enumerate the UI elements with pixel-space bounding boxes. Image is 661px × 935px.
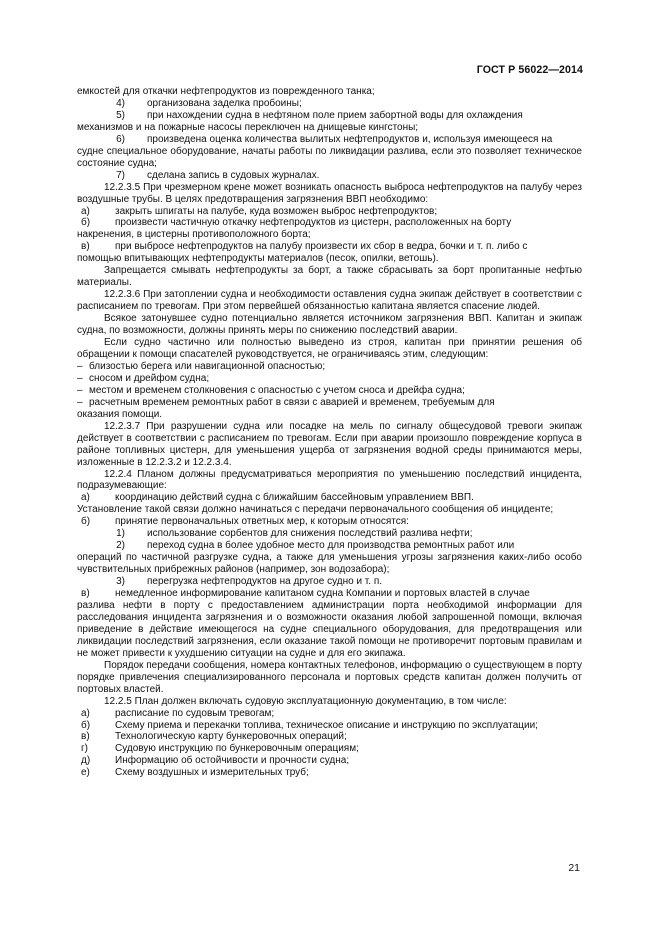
item-text: организована заделка пробоины; (147, 97, 302, 109)
item-text: Схему воздушных и измерительных труб; (115, 767, 309, 779)
item-text: закрыть шпигаты на палубе, куда возможен выброс нефтепродуктов; (115, 205, 438, 217)
item-letter: б) (81, 217, 91, 229)
item-text: координацию действий судна с ближайшим бассейновым управлением ВВП. (115, 492, 474, 504)
dash-item (77, 397, 582, 409)
standard-header: ГОСТ Р 56022—2014 (476, 64, 583, 76)
item-number: 4) (116, 97, 125, 109)
text-line: емкостей для откачки нефтепродуктов из поврежденного танка; (77, 86, 375, 97)
paragraph: 12.2.3.6 При затоплении судна и необходимости оставления судна экипаж действует в соответствии с расписанием по тревогам. При этом первейшей обязанностью капитана является спасение людей. (77, 289, 582, 313)
item-number: 6) (116, 133, 125, 145)
item-text: расчетным временем ремонтных работ в связи с аварией и временем, требуемым для (89, 396, 495, 408)
list-item (77, 98, 582, 110)
paragraph: 12.2.3.7 При разрушении судна или посадке на мель по сигналу общесудовой тревоги экипаж действует в соответствии с расписанием по тревогам. Если при аварии произошло повреждение корпуса в районе топливных цистерн, для уменьшения ущерба от загрязнения водной среды принимаются меры, изложенные в 12.2.3.2 и 12.2.3.4. (77, 420, 582, 468)
paragraph: 12.2.3.5 При чрезмерном крене может возникать опасность выброса нефтепродуктов на палубу через воздушные трубы. В целях предотвращения загрязнения ВВП необходимо: (77, 181, 582, 205)
list-item (77, 743, 582, 755)
dash-item (77, 373, 582, 385)
document-body (77, 86, 582, 779)
list-item (77, 217, 582, 229)
item-text: переход судна в более удобное место для производства ремонтных работ или (147, 540, 515, 552)
text-line: разлива нефти в порту с предоставлением администрации порта необходимой информации для расследования инцидента загрязнения и о возможности оказания любой запрошенной помощи, включая приведение в действие имеющегося на судне специального оборудования, для предотвращения или ликвидации последствий загрязнения, если оказание такой помощи не противоречит портовым правилам и не может привести к ухудшению ситуации на судне и для его экипажа. (77, 599, 582, 659)
item-text: при нахождении судна в нефтяном поле прием забортной воды для охлаждения (147, 109, 523, 121)
list-item (77, 206, 582, 218)
list-item (77, 170, 582, 182)
text-line: накренения, в цистерны противоположного борта; (77, 229, 311, 241)
item-text: принятие первоначальных ответных мер, к которым относятся: (115, 516, 409, 528)
item-text: Судовую инструкцию по бункеровочным операциям; (115, 743, 359, 755)
dash-item (77, 361, 582, 373)
item-text: Схему приема и перекачки топлива, техническое описание и инструкцию по эксплуатации; (115, 719, 538, 731)
item-letter: д) (81, 755, 91, 767)
item-number: 1) (116, 528, 125, 540)
list-item (77, 241, 582, 253)
paragraph: 12.2.4 Планом должны предусматриваться мероприятия по уменьшению последствий инцидента, подразумевающие: (77, 468, 582, 492)
item-letter: е) (81, 767, 90, 779)
item-text: Информацию об остойчивости и прочности судна; (115, 755, 350, 767)
text-line: Установление такой связи должно начинаться с передачи первоначального сообщения об инциденте; (77, 504, 554, 516)
text-line: операций по частичной разгрузке судна, а также для уменьшения угрозы загрязнения каких-либо особо чувствительных прибрежных районов (например, зон водозабора); (77, 552, 582, 576)
paragraph: Порядок передачи сообщения, номера контактных телефонов, информацию о существующем в порту порядке привлечения специализированного персонала и портовых средств капитан должен получить от портовых властей. (77, 659, 582, 695)
item-letter: а) (81, 205, 90, 217)
list-item (77, 540, 582, 552)
item-text: перегрузка нефтепродуктов на другое судно и т. п. (147, 576, 383, 588)
dash-marker: – (77, 360, 83, 372)
item-text: сделана запись в судовых журналах. (147, 169, 320, 181)
page-number: 21 (568, 862, 580, 874)
item-number: 7) (116, 169, 125, 181)
item-text: Технологическую карту бункеровочных операций; (115, 731, 347, 743)
list-item (77, 588, 582, 600)
paragraph: Всякое затонувшее судно потенциально является источником загрязнения ВВП. Капитан и экипаж судна, по возможности, должны принять меры по снижению последствий аварии. (77, 313, 582, 337)
text-line: механизмов и на пожарные насосы переключен на днищевые кингстоны; (77, 121, 419, 133)
item-text: использование сорбентов для снижения последствий разлива нефти; (147, 528, 473, 540)
paragraph: 12.2.5 План должен включать судовую эксплуатационную документацию, в том числе: (104, 695, 507, 707)
dash-marker: – (77, 384, 83, 396)
item-text: местом и временем столкновения с опасностью с учетом сноса и дрейфа судна; (89, 384, 465, 396)
item-letter: а) (81, 492, 90, 504)
list-item (77, 708, 582, 720)
list-item (77, 576, 582, 588)
item-text: при выбросе нефтепродуктов на палубу произвести их сбор в ведра, бочки и т. п. либо с (115, 241, 528, 253)
item-letter: в) (81, 588, 90, 600)
item-text: сносом и дрейфом судна; (89, 372, 210, 384)
item-number: 5) (116, 109, 125, 121)
list-item (77, 110, 582, 122)
text-line: помощью впитывающих нефтепродукты материалов (песок, опилки, ветошь). (77, 253, 439, 265)
item-number: 2) (116, 540, 125, 552)
list-item (77, 767, 582, 779)
item-letter: в) (81, 731, 90, 743)
item-letter: а) (81, 707, 90, 719)
item-text: немедленное информирование капитаном судна Компании и портовых властей в случае (115, 588, 530, 600)
text-line: оказания помощи. (77, 408, 163, 420)
list-item (77, 720, 582, 732)
paragraph: Если судно частично или полностью выведено из строя, капитан при принятии решения об обращении к помощи спасателей руководствуется, не ограничиваясь этим, следующим: (77, 337, 582, 360)
list-item (77, 755, 582, 767)
item-text: произвести частичную откачку нефтепродуктов из цистерн, расположенных на борту (115, 217, 512, 229)
list-item (77, 528, 582, 540)
text-line: судне специальное оборудование, начаты работы по ликвидации разлива, если это позволяет техническое состояние судна; (77, 145, 582, 169)
item-text: близостью берега или навигационной опасностью; (89, 360, 326, 372)
paragraph: Запрещается смывать нефтепродукты за борт, а также сбрасывать за борт пропитанные нефтью материалы. (77, 265, 582, 289)
dash-item (77, 385, 582, 397)
dash-marker: – (77, 372, 83, 384)
item-letter: б) (81, 719, 91, 731)
item-text: расписание по судовым тревогам; (115, 707, 275, 719)
item-letter: б) (81, 516, 91, 528)
item-letter: г) (81, 743, 88, 755)
list-item (77, 516, 582, 528)
item-number: 3) (116, 576, 125, 588)
list-item (77, 134, 582, 146)
item-letter: в) (81, 241, 90, 253)
item-text: произведена оценка количества вылитых нефтепродуктов и, используя имеющееся на (147, 133, 553, 145)
list-item (77, 731, 582, 743)
dash-marker: – (77, 396, 83, 408)
list-item (77, 492, 582, 504)
